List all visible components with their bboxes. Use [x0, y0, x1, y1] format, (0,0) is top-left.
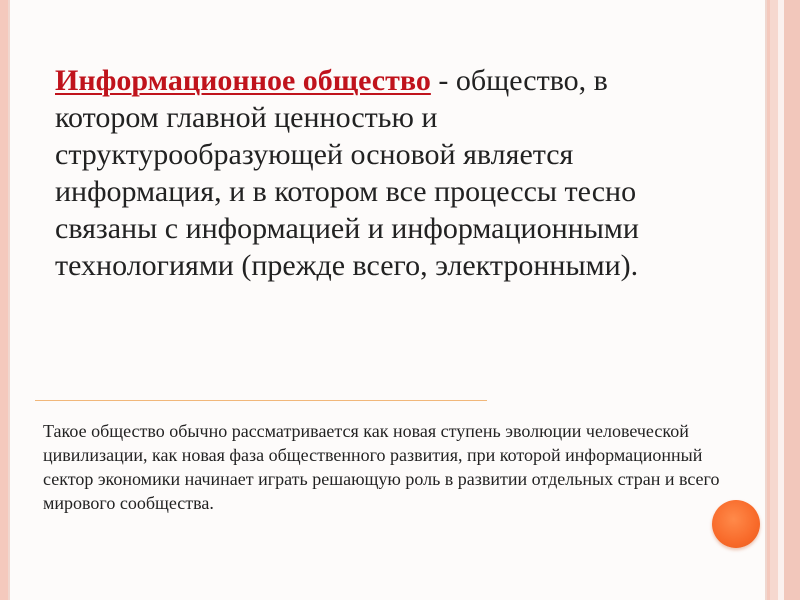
defined-term: Информационное общество [55, 64, 431, 97]
divider-line [35, 400, 487, 401]
definition-text: - общество, в котором главной ценностью и структурообразующей основой является информация, и в котором все процессы тесно связаны с информацией и информационными технологиями (прежде всего, электронными). [55, 64, 639, 282]
definition-paragraph [55, 62, 705, 284]
slide-frame-right-strip [770, 0, 800, 600]
description-paragraph: Такое общество обычно рассматривается как новая ступень эволюции человеческой цивилизации, как новая фаза общественного развития, при которой информационный сектор экономики начинает играть решающую роль в развитии отдельных стран и всего мирового сообщества. [43, 421, 720, 513]
decorative-circle [712, 500, 760, 548]
